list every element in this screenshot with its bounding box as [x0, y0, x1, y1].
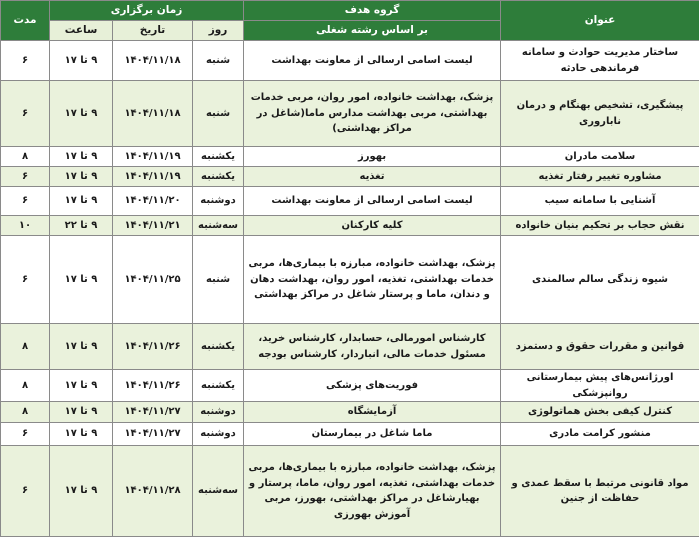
row-time: ۹ تا ۱۷ [50, 402, 113, 423]
row-day: یکشنبه [193, 147, 244, 167]
row-duration: ۶ [1, 41, 50, 81]
table-row [1, 423, 699, 446]
row-target: لیست اسامی ارسالی از معاونت بهداشت [244, 187, 501, 216]
row-date: ۱۴۰۴/۱۱/۲۵ [113, 236, 193, 324]
row-date: ۱۴۰۴/۱۱/۲۱ [113, 216, 193, 236]
row-day: شنبه [193, 81, 244, 147]
header-schedule: زمان برگزاری [50, 1, 244, 21]
header-time: ساعت [50, 21, 113, 41]
row-title: پیشگیری، تشخیص بهنگام و درمان ناباروری [501, 81, 699, 147]
row-duration: ۶ [1, 446, 50, 537]
row-target: کلیه کارکنان [244, 216, 501, 236]
row-date: ۱۴۰۴/۱۱/۲۸ [113, 446, 193, 537]
header-target-sub: بر اساس رشته شغلی [244, 21, 501, 41]
table-row [1, 216, 699, 236]
row-date: ۱۴۰۴/۱۱/۲۶ [113, 370, 193, 402]
row-duration: ۶ [1, 167, 50, 187]
row-date: ۱۴۰۴/۱۱/۱۸ [113, 41, 193, 81]
header-target-group-label: گروه هدف [344, 3, 400, 16]
row-day: شنبه [193, 41, 244, 81]
row-time: ۹ تا ۱۷ [50, 187, 113, 216]
table-row [1, 167, 699, 187]
row-title: مواد قانونی مرتبط با سقط عمدی و حفاظت از جنین [501, 446, 699, 537]
row-title: قوانین و مقررات حقوق و دستمزد [501, 324, 699, 370]
row-target: لیست اسامی ارسالی از معاونت بهداشت [244, 41, 501, 81]
row-duration: ۶ [1, 81, 50, 147]
header-date: تاریخ [113, 21, 193, 41]
row-duration: ۱۰ [1, 216, 50, 236]
row-title: سلامت مادران [501, 147, 699, 167]
table-row [1, 147, 699, 167]
row-duration: ۸ [1, 370, 50, 402]
row-title: آشنایی با سامانه سیب [501, 187, 699, 216]
table-row [1, 81, 699, 147]
row-duration: ۸ [1, 402, 50, 423]
row-duration: ۶ [1, 236, 50, 324]
row-duration: ۶ [1, 187, 50, 216]
header-duration: مدت [1, 1, 50, 41]
row-target: فوریت‌های پزشکی [244, 370, 501, 402]
row-duration: ۸ [1, 147, 50, 167]
row-target: ماما شاغل در بیمارستان [244, 423, 501, 446]
row-date: ۱۴۰۴/۱۱/۲۶ [113, 324, 193, 370]
row-time: ۹ تا ۱۷ [50, 147, 113, 167]
row-day: سه‌شنبه [193, 446, 244, 537]
row-target: تغذیه [244, 167, 501, 187]
row-title: مشاوره تغییر رفتار تغذیه [501, 167, 699, 187]
row-title: کنترل کیفی بخش هماتولوژی [501, 402, 699, 423]
row-title: منشور کرامت مادری [501, 423, 699, 446]
row-duration: ۶ [1, 423, 50, 446]
row-title: نقش حجاب بر تحکیم بنیان خانواده [501, 216, 699, 236]
row-target: آزمایشگاه [244, 402, 501, 423]
row-duration: ۸ [1, 324, 50, 370]
row-target: پزشک، بهداشت خانواده، امور روان، مربی خدمات بهداشتی، مربی بهداشت مدارس ماما(شاغل در مراکز بهداشتی) [244, 81, 501, 147]
row-day: دوشنبه [193, 423, 244, 446]
table-row [1, 402, 699, 423]
row-time: ۹ تا ۱۷ [50, 423, 113, 446]
row-day: دوشنبه [193, 187, 244, 216]
row-date: ۱۴۰۴/۱۱/۱۹ [113, 147, 193, 167]
row-target: پزشک، بهداشت خانواده، مبارزه با بیماری‌ها، مربی خدمات بهداشتی، تغذیه، امور روان، ماما، پرستار و بهیارشاغل در مراکز بهداشتی، بهورز، مربی آموزش بهورزی [244, 446, 501, 537]
row-day: دوشنبه [193, 402, 244, 423]
row-date: ۱۴۰۴/۱۱/۲۷ [113, 402, 193, 423]
row-day: شنبه [193, 236, 244, 324]
row-target: پزشک، بهداشت خانواده، مبارزه با بیماری‌ها، مربی خدمات بهداشتی، تغذیه، امور روان، بهداشت دهان و دندان، ماما و پرستار شاغل در مراکز بهداشتی [244, 236, 501, 324]
row-day: یکشنبه [193, 370, 244, 402]
row-time: ۹ تا ۱۷ [50, 324, 113, 370]
row-time: ۹ تا ۱۷ [50, 236, 113, 324]
table-row [1, 236, 699, 324]
table-header [1, 1, 699, 41]
table-row [1, 324, 699, 370]
table-row [1, 370, 699, 402]
header-target-group [244, 1, 501, 21]
row-title: ساختار مدیریت حوادث و سامانه فرماندهی حادثه [501, 41, 699, 81]
row-time: ۹ تا ۱۷ [50, 370, 113, 402]
row-day: یکشنبه [193, 167, 244, 187]
row-date: ۱۴۰۴/۱۱/۱۹ [113, 167, 193, 187]
row-date: ۱۴۰۴/۱۱/۲۰ [113, 187, 193, 216]
row-time: ۹ تا ۱۷ [50, 446, 113, 537]
row-time: ۹ تا ۱۷ [50, 167, 113, 187]
table-row [1, 41, 699, 81]
header-title: عنوان [501, 1, 699, 41]
row-day: سه‌شنبه [193, 216, 244, 236]
row-title: شیوه زندگی سالم سالمندی [501, 236, 699, 324]
row-date: ۱۴۰۴/۱۱/۲۷ [113, 423, 193, 446]
table-row [1, 446, 699, 537]
table-row [1, 187, 699, 216]
row-time: ۹ تا ۱۷ [50, 81, 113, 147]
row-target: بهورز [244, 147, 501, 167]
row-time: ۹ تا ۱۷ [50, 41, 113, 81]
header-day: روز [193, 21, 244, 41]
row-title: اورژانس‌های پیش بیمارستانی روانپزشکی [501, 370, 699, 402]
row-time: ۹ تا ۲۲ [50, 216, 113, 236]
row-target: کارشناس امورمالی، حسابدار، کارشناس خرید، مسئول خدمات مالی، انباردار، کارشناس بودجه [244, 324, 501, 370]
row-date: ۱۴۰۴/۱۱/۱۸ [113, 81, 193, 147]
row-day: یکشنبه [193, 324, 244, 370]
